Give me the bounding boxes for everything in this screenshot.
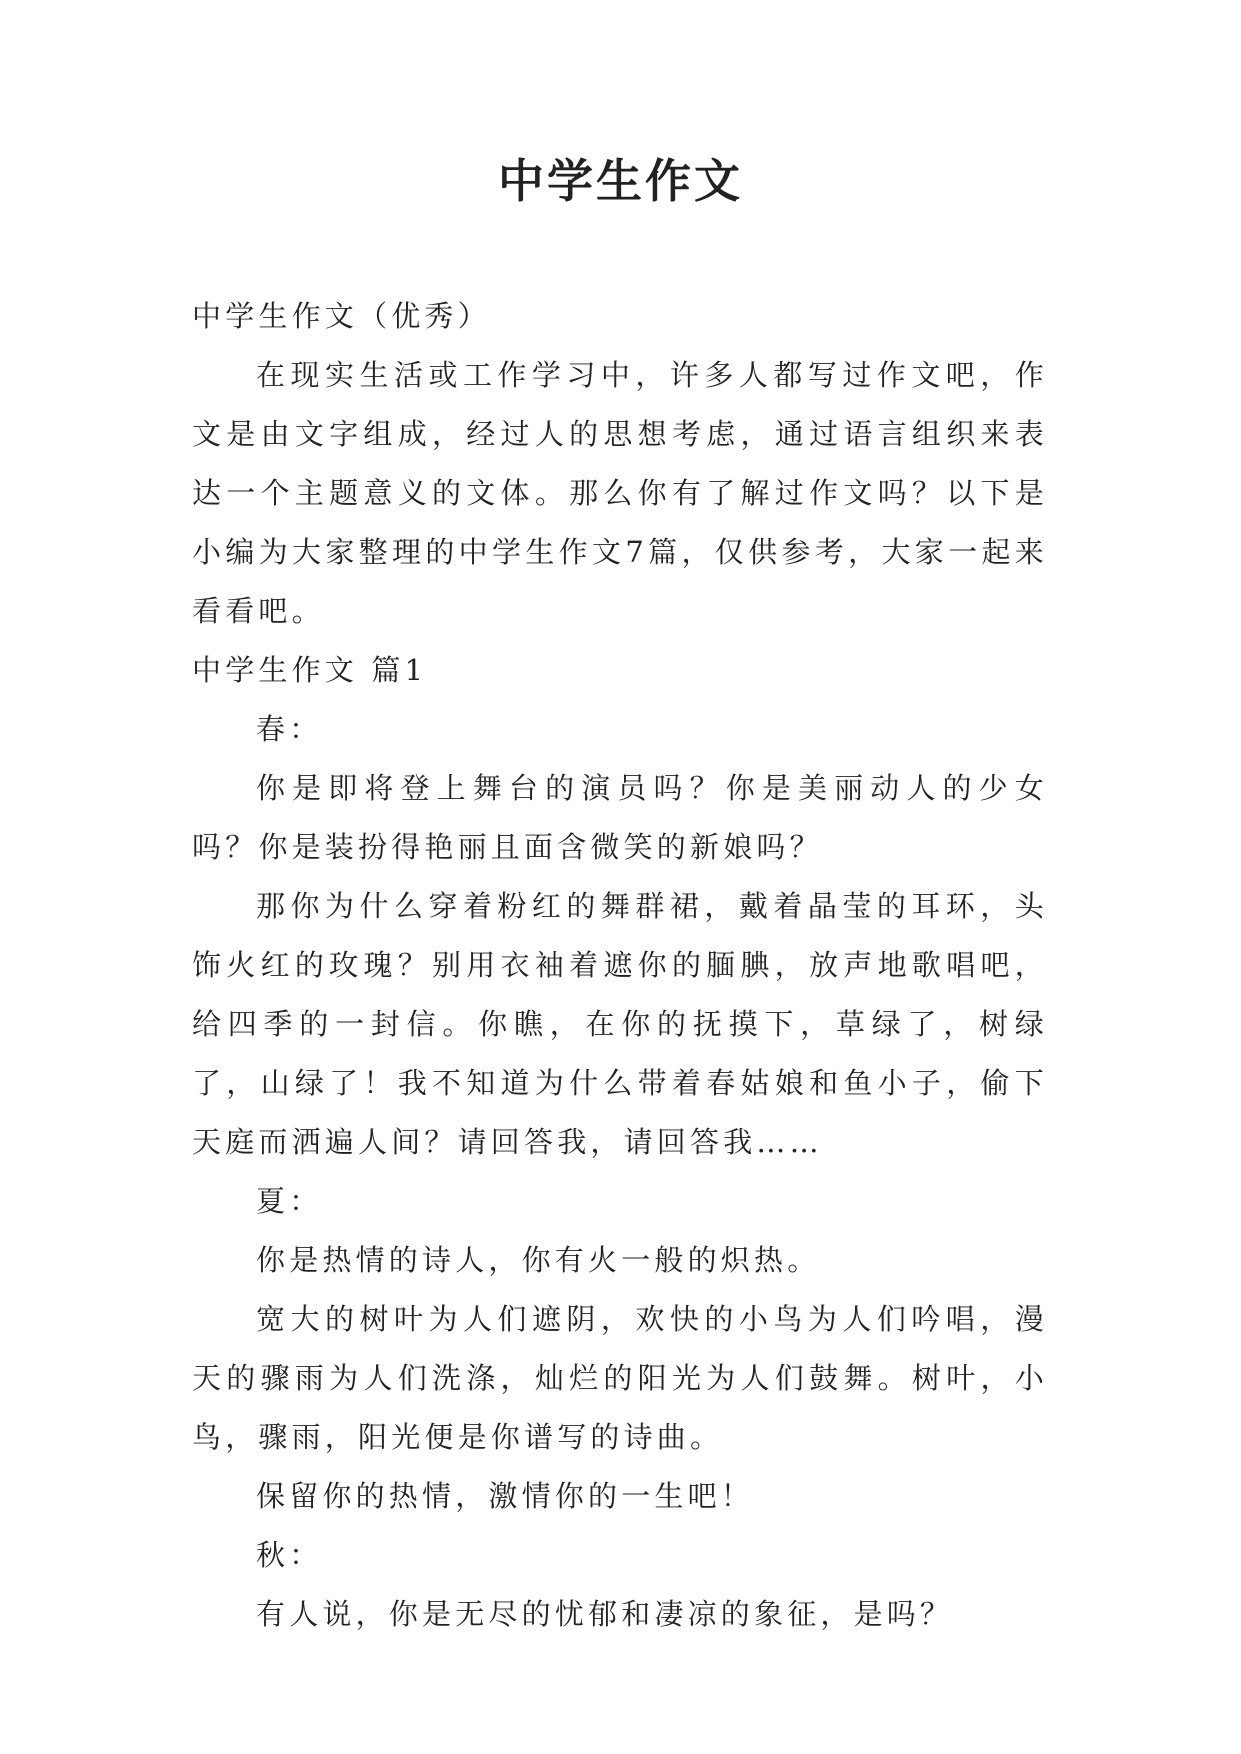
paragraph: 你是热情的诗人，你有火一般的炽热。 (256, 1243, 821, 1277)
paragraph: 有人说，你是无尽的忧郁和凄凉的象征，是吗？ (256, 1597, 954, 1631)
document-body (192, 287, 1048, 1644)
season-label-autumn: 秋： (256, 1538, 323, 1572)
section-heading: 中学生作文 篇1 (192, 653, 428, 687)
season-label-spring: 春： (256, 712, 323, 746)
paragraph: 那你为什么穿着粉红的舞群裙，戴着晶莹的耳环，头饰火红的玫瑰？别用衣袖着遮你的腼腆，放声地歌唱吧，给四季的一封信。你瞧，在你的抚摸下，草绿了，树绿了，山绿了！我不知道为什么带着春姑娘和鱼小子，偷下天庭而洒遍人间？请回答我，请回答我…… (192, 889, 1048, 1159)
document-title: 中学生作文 (498, 154, 743, 208)
paragraph: 保留你的热情，激情你的一生吧！ (256, 1479, 755, 1513)
intro-paragraph: 在现实生活或工作学习中，许多人都写过作文吧，作文是由文字组成，经过人的思想考虑，通过语言组织来表达一个主题意义的文体。那么你有了解过作文吗？以下是小编为大家整理的中学生作文7篇，仅供参考，大家一起来看看吧。 (192, 358, 1048, 628)
subtitle-line: 中学生作文（优秀） (192, 299, 491, 333)
paragraph: 宽大的树叶为人们遮阴，欢快的小鸟为人们吟唱，漫天的骤雨为人们洗涤，灿烂的阳光为人们鼓舞。树叶，小鸟，骤雨，阳光便是你谱写的诗曲。 (192, 1302, 1048, 1454)
season-label-summer: 夏： (256, 1184, 323, 1218)
paragraph: 你是即将登上舞台的演员吗？你是美丽动人的少女吗？你是装扮得艳丽且面含微笑的新娘吗？ (192, 771, 1048, 864)
